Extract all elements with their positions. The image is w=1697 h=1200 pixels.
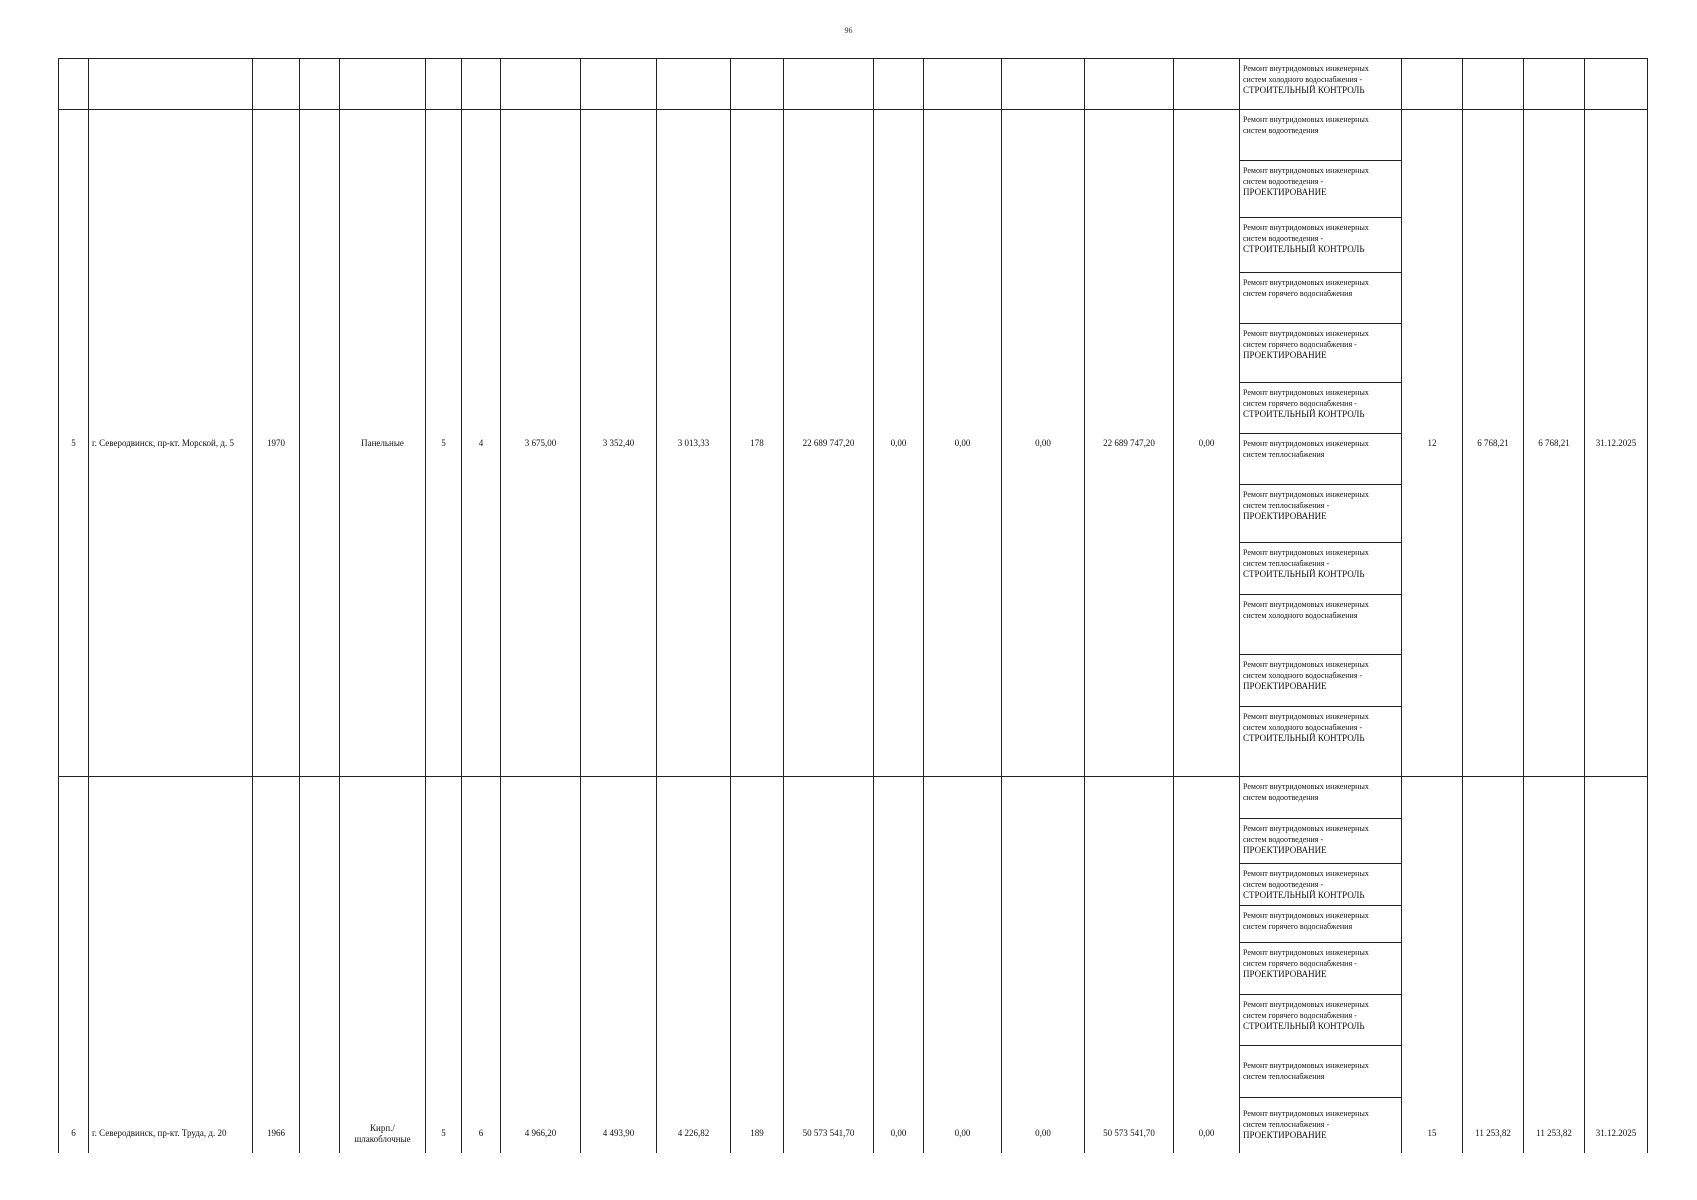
work-text: систем горячего водоснабжения <box>1243 922 1353 931</box>
work-text: Ремонт внутридомовых инженерных <box>1243 329 1369 338</box>
fund-local: 0,00 <box>1002 110 1085 777</box>
months: 15 <box>1402 777 1463 1154</box>
table-row <box>59 110 1648 777</box>
capital-repair-table <box>58 58 1648 1153</box>
work-item <box>1240 324 1401 383</box>
wall-material-line: шлакоблочные <box>354 1134 411 1144</box>
work-text: Ремонт внутридомовых инженерных <box>1243 490 1369 499</box>
work-text: Ремонт внутридомовых инженерных <box>1243 166 1369 175</box>
work-text: систем холодного водоснабжения - <box>1243 723 1363 732</box>
cell <box>1585 59 1648 110</box>
cell <box>1174 59 1240 110</box>
work-text: систем теплоснабжения <box>1243 1072 1325 1081</box>
cell <box>1402 59 1463 110</box>
work-item <box>1240 995 1401 1046</box>
max-cost-per-sqm: 11 253,82 <box>1524 777 1585 1154</box>
work-text: ПРОЕКТИРОВАНИЕ <box>1243 845 1327 855</box>
work-item <box>1240 864 1401 906</box>
address: г. Северодвинск, пр-кт. Морской, д. 5 <box>89 110 253 777</box>
work-item <box>1240 777 1401 819</box>
entrances: 4 <box>462 110 501 777</box>
cell <box>300 59 340 110</box>
fund-federal: 0,00 <box>874 110 924 777</box>
cell <box>501 59 581 110</box>
work-item <box>1240 707 1401 765</box>
work-text: Ремонт внутридомовых инженерных <box>1243 824 1369 833</box>
wall-material <box>340 777 426 1154</box>
work-text: СТРОИТЕЛЬНЫЙ КОНТРОЛЬ <box>1243 1021 1365 1031</box>
floors: 5 <box>426 110 462 777</box>
work-item <box>1240 943 1401 995</box>
work-text: Ремонт внутридомовых инженерных <box>1243 600 1369 609</box>
work-item <box>1240 161 1401 218</box>
work-text: Ремонт внутридомовых инженерных <box>1243 388 1369 397</box>
work-item <box>1240 273 1401 324</box>
floors: 5 <box>426 777 462 1154</box>
table-row-continuation <box>59 59 1648 110</box>
total-cost: 22 689 747,20 <box>784 110 874 777</box>
work-text: систем горячего водоснабжения - <box>1243 959 1357 968</box>
fund-owners: 22 689 747,20 <box>1085 110 1174 777</box>
fund-other: 0,00 <box>1174 110 1240 777</box>
work-item <box>1240 1098 1401 1153</box>
work-item <box>1240 59 1401 109</box>
work-text: систем горячего водоснабжения <box>1243 289 1353 298</box>
work-text: систем водоотведения - <box>1243 835 1324 844</box>
row-number: 5 <box>59 110 89 777</box>
cell <box>1463 59 1524 110</box>
work-text: Ремонт внутридомовых инженерных <box>1243 1000 1369 1009</box>
work-text: ПРОЕКТИРОВАНИЕ <box>1243 511 1327 521</box>
deadline: 31.12.2025 <box>1585 777 1648 1154</box>
work-text: СТРОИТЕЛЬНЫЙ КОНТРОЛЬ <box>1243 890 1365 900</box>
work-text: Ремонт внутридомовых инженерных <box>1243 115 1369 124</box>
work-text: систем водоотведения - <box>1243 177 1324 186</box>
work-text: систем холодного водоснабжения - <box>1243 75 1363 84</box>
build-year: 1966 <box>253 777 300 1154</box>
work-text: ПРОЕКТИРОВАНИЕ <box>1243 681 1327 691</box>
work-text: Ремонт внутридомовых инженерных <box>1243 660 1369 669</box>
work-item <box>1240 383 1401 434</box>
residents: 178 <box>731 110 784 777</box>
page-number: 96 <box>844 26 853 35</box>
fund-federal: 0,00 <box>874 777 924 1154</box>
work-text: ПРОЕКТИРОВАНИЕ <box>1243 350 1327 360</box>
work-item <box>1240 1046 1401 1098</box>
residential-area: 3 013,33 <box>657 110 731 777</box>
work-text: систем горячего водоснабжения - <box>1243 1011 1357 1020</box>
work-text: Ремонт внутридомовых инженерных <box>1243 223 1369 232</box>
cell <box>657 59 731 110</box>
work-types-cell <box>1240 59 1402 110</box>
work-item <box>1240 434 1401 485</box>
cell <box>581 59 657 110</box>
work-text: систем холодного водоснабжения - <box>1243 671 1363 680</box>
work-text: Ремонт внутридомовых инженерных <box>1243 948 1369 957</box>
work-types-cell <box>1240 777 1402 1154</box>
work-text: ПРОЕКТИРОВАНИЕ <box>1243 969 1327 979</box>
cell <box>253 59 300 110</box>
work-text: Ремонт внутридомовых инженерных <box>1243 278 1369 287</box>
work-text: систем горячего водоснабжения - <box>1243 340 1357 349</box>
cell <box>89 59 253 110</box>
work-item <box>1240 595 1401 655</box>
max-cost-per-sqm: 6 768,21 <box>1524 110 1585 777</box>
cell <box>1524 59 1585 110</box>
cell <box>1085 59 1174 110</box>
work-text: систем горячего водоснабжения - <box>1243 399 1357 408</box>
wall-material-line: Кирп./ <box>370 1123 395 1133</box>
work-text: Ремонт внутридомовых инженерных <box>1243 869 1369 878</box>
total-area: 4 966,20 <box>501 777 581 1154</box>
residents: 189 <box>731 777 784 1154</box>
cell <box>300 777 340 1154</box>
work-text: систем теплоснабжения <box>1243 450 1325 459</box>
living-area: 3 352,40 <box>581 110 657 777</box>
cell <box>1002 59 1085 110</box>
work-text: Ремонт внутридомовых инженерных <box>1243 439 1369 448</box>
fund-other: 0,00 <box>1174 777 1240 1154</box>
work-text: СТРОИТЕЛЬНЫЙ КОНТРОЛЬ <box>1243 85 1365 95</box>
work-text: систем водоотведения - <box>1243 880 1324 889</box>
total-cost: 50 573 541,70 <box>784 777 874 1154</box>
entrances: 6 <box>462 777 501 1154</box>
cell <box>924 59 1002 110</box>
work-text: ПРОЕКТИРОВАНИЕ <box>1243 187 1327 197</box>
work-text: Ремонт внутридомовых инженерных <box>1243 712 1369 721</box>
wall-material: Панельные <box>340 110 426 777</box>
cell <box>784 59 874 110</box>
cell <box>59 59 89 110</box>
work-text: СТРОИТЕЛЬНЫЙ КОНТРОЛЬ <box>1243 569 1365 579</box>
cell <box>874 59 924 110</box>
work-text: систем водоотведения <box>1243 793 1319 802</box>
cell <box>340 59 426 110</box>
work-text: Ремонт внутридомовых инженерных <box>1243 1109 1369 1118</box>
work-text: Ремонт внутридомовых инженерных <box>1243 911 1369 920</box>
work-item <box>1240 906 1401 943</box>
months: 12 <box>1402 110 1463 777</box>
cell <box>731 59 784 110</box>
fund-regional: 0,00 <box>924 777 1002 1154</box>
fund-local: 0,00 <box>1002 777 1085 1154</box>
work-text: систем теплоснабжения - <box>1243 501 1330 510</box>
total-area: 3 675,00 <box>501 110 581 777</box>
work-item <box>1240 218 1401 273</box>
table-row <box>59 777 1648 1154</box>
cell <box>300 110 340 777</box>
work-item <box>1240 819 1401 864</box>
row-number: 6 <box>59 777 89 1154</box>
work-item <box>1240 655 1401 707</box>
work-text: систем теплоснабжения - <box>1243 559 1330 568</box>
work-item <box>1240 543 1401 595</box>
work-text: СТРОИТЕЛЬНЫЙ КОНТРОЛЬ <box>1243 244 1365 254</box>
cell <box>462 59 501 110</box>
fund-regional: 0,00 <box>924 110 1002 777</box>
work-text: систем холодного водоснабжения <box>1243 611 1358 620</box>
work-text: систем теплоснабжения - <box>1243 1120 1330 1129</box>
deadline: 31.12.2025 <box>1585 110 1648 777</box>
living-area: 4 493,90 <box>581 777 657 1154</box>
work-types-cell <box>1240 110 1402 777</box>
build-year: 1970 <box>253 110 300 777</box>
residential-area: 4 226,82 <box>657 777 731 1154</box>
work-text: СТРОИТЕЛЬНЫЙ КОНТРОЛЬ <box>1243 733 1365 743</box>
work-text: Ремонт внутридомовых инженерных <box>1243 64 1369 73</box>
work-text: Ремонт внутридомовых инженерных <box>1243 782 1369 791</box>
work-text: ПРОЕКТИРОВАНИЕ <box>1243 1130 1327 1140</box>
address: г. Северодвинск, пр-кт. Труда, д. 20 <box>89 777 253 1154</box>
work-text: Ремонт внутридомовых инженерных <box>1243 1061 1369 1070</box>
cell <box>426 59 462 110</box>
work-text: систем водоотведения - <box>1243 234 1324 243</box>
fund-owners: 50 573 541,70 <box>1085 777 1174 1154</box>
work-item <box>1240 485 1401 543</box>
cost-per-sqm: 6 768,21 <box>1463 110 1524 777</box>
work-text: систем водоотведения <box>1243 126 1319 135</box>
work-item <box>1240 110 1401 161</box>
cost-per-sqm: 11 253,82 <box>1463 777 1524 1154</box>
work-text: СТРОИТЕЛЬНЫЙ КОНТРОЛЬ <box>1243 409 1365 419</box>
work-text: Ремонт внутридомовых инженерных <box>1243 548 1369 557</box>
